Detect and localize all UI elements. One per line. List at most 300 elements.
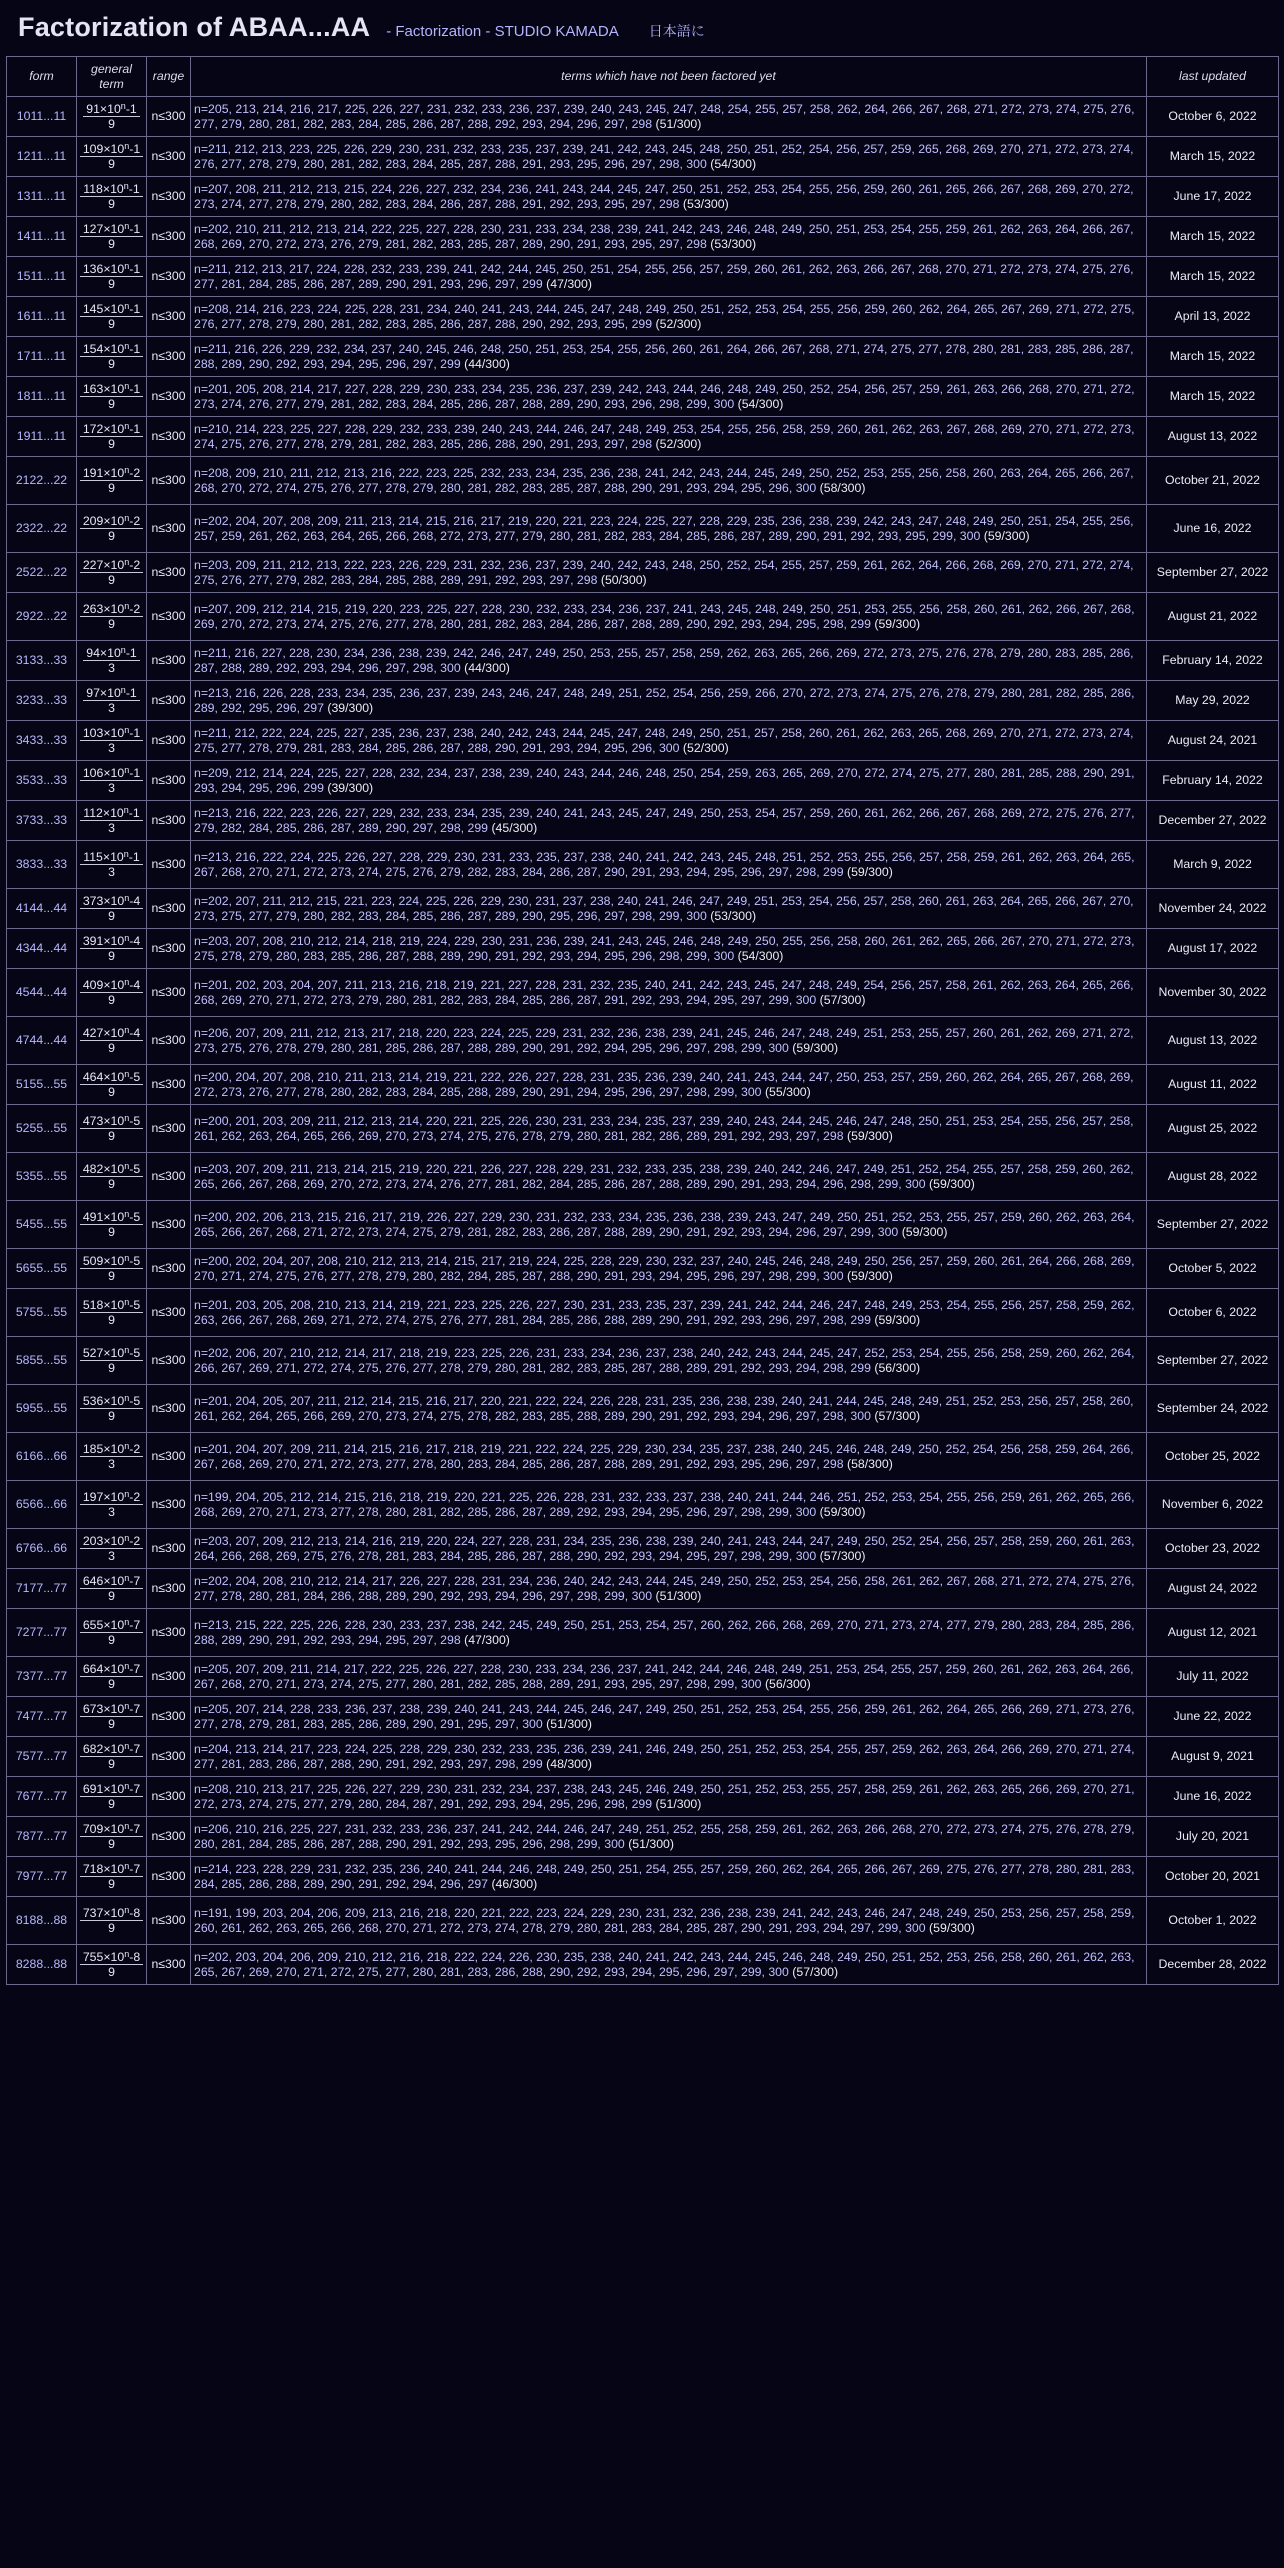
table-row xyxy=(7,505,1279,553)
terms-list[interactable]: n=201, 202, 203, 204, 207, 211, 213, 216, 218, 219, 221, 227, 228, 231, 232, 235, 240, 241, 242, 243, 245, 247, 248, 249, 254, 256, 257, 258, 261, 262, 263, 264, 265, 266, 268, 269, 270, 271, 272, 273, 279, 280, 281, 282, 283, 284, 285, 286, 287, 291, 292, 293, 294, 295, 297, 299, 300 xyxy=(194,977,1134,1007)
fraction xyxy=(80,1822,143,1851)
fraction-numerator xyxy=(80,1346,143,1361)
terms-list[interactable]: n=204, 213, 214, 217, 223, 224, 225, 228, 229, 230, 232, 233, 235, 236, 239, 241, 246, 249, 250, 251, 252, 253, 254, 255, 257, 259, 262, 263, 264, 266, 269, 270, 271, 274, 277, 281, 283, 286, 287, 288, 290, 291, 292, 293, 297, 298, 299 xyxy=(194,1741,1135,1771)
range: n≤300 xyxy=(147,969,191,1017)
terms-list[interactable]: n=213, 216, 222, 224, 225, 226, 227, 228, 229, 230, 231, 233, 235, 237, 238, 240, 241, 242, 243, 245, 248, 251, 252, 253, 255, 256, 257, 258, 259, 261, 262, 263, 264, 265, 267, 268, 270, 271, 272, 273, 274, 275, 276, 279, 282, 283, 284, 286, 287, 290, 291, 293, 294, 295, 296, 297, 298, 299 xyxy=(194,849,1135,879)
numerator-base: 172×10 xyxy=(82,422,125,436)
form-link[interactable]: 6566...66 xyxy=(7,1481,77,1529)
fraction-denominator: 9 xyxy=(108,1361,115,1375)
fraction-denominator: 9 xyxy=(108,237,115,251)
numerator-base: 373×10 xyxy=(82,894,125,908)
last-updated: March 15, 2022 xyxy=(1147,257,1279,297)
numerator-tail: -5 xyxy=(129,1254,141,1268)
numerator-base: 91×10 xyxy=(86,102,121,116)
numerator-base: 115×10 xyxy=(83,850,124,864)
unfactored-terms[interactable] xyxy=(191,337,1147,377)
table-row xyxy=(7,257,1279,297)
table-row xyxy=(7,1201,1279,1249)
unfactored-terms[interactable] xyxy=(191,1697,1147,1737)
general-term xyxy=(77,217,147,257)
unfactored-terms[interactable] xyxy=(191,801,1147,841)
terms-list[interactable]: n=209, 212, 214, 224, 225, 227, 228, 232, 234, 237, 238, 239, 240, 243, 244, 246, 248, 250, 254, 259, 263, 265, 269, 270, 272, 274, 275, 277, 280, 281, 285, 288, 290, 291, 293, 294, 295, 296, 299 xyxy=(194,765,1135,795)
last-updated: October 23, 2022 xyxy=(1147,1529,1279,1569)
unfactored-terms[interactable] xyxy=(191,1897,1147,1945)
unfactored-terms[interactable] xyxy=(191,929,1147,969)
unfactored-terms[interactable] xyxy=(191,177,1147,217)
numerator-tail: -5 xyxy=(129,1070,141,1084)
table-row xyxy=(7,1857,1279,1897)
terms-list[interactable]: n=203, 209, 211, 212, 213, 222, 223, 226, 229, 231, 232, 236, 237, 239, 240, 242, 243, 248, 250, 252, 254, 255, 257, 259, 261, 262, 264, 266, 268, 269, 270, 271, 272, 274, 275, 276, 277, 279, 282, 283, 284, 285, 288, 289, 291, 292, 293, 297, 298 xyxy=(194,557,1134,587)
numerator-tail: -5 xyxy=(129,1210,141,1224)
last-updated: November 30, 2022 xyxy=(1147,969,1279,1017)
numerator-tail: -4 xyxy=(129,934,141,948)
numerator-exponent: n xyxy=(124,1441,130,1451)
fraction-numerator xyxy=(80,382,143,397)
numerator-base: 737×10 xyxy=(82,1906,125,1920)
form-link[interactable]: 4544...44 xyxy=(7,969,77,1017)
terms-count: (44/300) xyxy=(464,660,510,675)
form-link[interactable]: 2922...22 xyxy=(7,593,77,641)
last-updated: November 24, 2022 xyxy=(1147,889,1279,929)
page-header xyxy=(0,0,1284,56)
form-link[interactable]: 1011...11 xyxy=(7,97,77,137)
unfactored-terms[interactable] xyxy=(191,505,1147,553)
terms-list[interactable]: n=213, 216, 226, 228, 233, 234, 235, 236, 237, 239, 243, 246, 247, 248, 249, 251, 252, 254, 256, 259, 266, 270, 272, 273, 274, 275, 276, 278, 279, 280, 281, 282, 285, 286, 289, 292, 295, 296, 297 xyxy=(194,685,1135,715)
numerator-tail: -1 xyxy=(129,382,141,396)
unfactored-terms[interactable] xyxy=(191,97,1147,137)
fraction-denominator: 9 xyxy=(108,197,115,211)
fraction xyxy=(80,726,143,755)
terms-list[interactable]: n=211, 216, 226, 229, 232, 234, 237, 240, 245, 246, 248, 250, 251, 253, 254, 255, 256, 260, 261, 264, 266, 267, 268, 271, 274, 275, 277, 278, 280, 281, 283, 285, 286, 287, 288, 289, 290, 292, 293, 294, 295, 296, 297, 299 xyxy=(194,341,1134,371)
numerator-tail: -7 xyxy=(129,1618,141,1632)
terms-count: (59/300) xyxy=(929,1920,975,1935)
numerator-base: 112×10 xyxy=(83,806,124,820)
last-updated: August 24, 2022 xyxy=(1147,1569,1279,1609)
unfactored-terms[interactable] xyxy=(191,681,1147,721)
range: n≤300 xyxy=(147,337,191,377)
form-link[interactable]: 1511...11 xyxy=(7,257,77,297)
numerator-tail: -2 xyxy=(129,466,141,480)
form-link[interactable]: 2122...22 xyxy=(7,457,77,505)
unfactored-terms[interactable] xyxy=(191,1657,1147,1697)
terms-list[interactable]: n=208, 210, 213, 217, 225, 226, 227, 229, 230, 231, 232, 234, 237, 238, 243, 245, 246, 249, 250, 251, 252, 253, 255, 257, 258, 259, 261, 262, 263, 265, 266, 269, 270, 271, 272, 273, 274, 275, 277, 279, 280, 284, 287, 291, 292, 293, 294, 295, 296, 298, 299 xyxy=(194,1781,1135,1811)
terms-list[interactable]: n=203, 207, 208, 210, 212, 214, 218, 219, 224, 229, 230, 231, 236, 239, 241, 243, 245, 246, 248, 249, 250, 255, 256, 258, 260, 261, 262, 265, 266, 267, 270, 271, 272, 273, 275, 278, 279, 280, 283, 285, 286, 287, 288, 289, 290, 291, 292, 293, 294, 295, 296, 298, 299, 300 xyxy=(194,933,1135,963)
numerator-exponent: n xyxy=(124,765,130,775)
numerator-exponent: n xyxy=(124,1573,130,1583)
general-term xyxy=(77,593,147,641)
fraction-numerator xyxy=(80,850,142,865)
terms-list[interactable]: n=211, 212, 213, 223, 225, 226, 229, 230, 231, 232, 233, 235, 237, 239, 241, 242, 243, 245, 248, 250, 251, 252, 254, 256, 257, 259, 265, 268, 269, 270, 271, 272, 273, 274, 276, 277, 278, 279, 280, 281, 282, 283, 284, 285, 287, 288, 291, 293, 295, 296, 297, 298, 300 xyxy=(194,141,1134,171)
terms-list[interactable]: n=199, 204, 205, 212, 214, 215, 216, 218, 219, 220, 221, 225, 226, 228, 231, 232, 233, 237, 238, 240, 241, 244, 246, 251, 252, 253, 254, 255, 256, 259, 261, 262, 265, 266, 268, 269, 270, 271, 273, 277, 278, 280, 281, 282, 285, 286, 287, 289, 292, 293, 294, 295, 296, 297, 298, 299, 300 xyxy=(194,1489,1135,1519)
general-term xyxy=(77,1697,147,1737)
fraction-denominator: 9 xyxy=(108,317,115,331)
form-link[interactable]: 8188...88 xyxy=(7,1897,77,1945)
fraction-denominator: 9 xyxy=(108,1877,115,1891)
fraction-denominator: 3 xyxy=(108,701,115,715)
form-link[interactable]: 3833...33 xyxy=(7,841,77,889)
terms-list[interactable]: n=214, 223, 228, 229, 231, 232, 235, 236, 240, 241, 244, 246, 248, 249, 250, 251, 254, 255, 257, 259, 260, 262, 264, 265, 266, 267, 269, 275, 276, 277, 278, 280, 281, 283, 284, 285, 286, 288, 289, 290, 291, 292, 294, 296, 297 xyxy=(194,1861,1135,1891)
numerator-exponent: n xyxy=(124,221,130,231)
last-updated: March 9, 2022 xyxy=(1147,841,1279,889)
terms-list[interactable]: n=213, 215, 222, 225, 226, 228, 230, 233, 237, 238, 242, 245, 249, 250, 251, 253, 254, 257, 260, 262, 266, 268, 269, 270, 271, 273, 274, 277, 279, 280, 283, 284, 285, 286, 288, 289, 290, 291, 292, 293, 294, 295, 297, 298 xyxy=(194,1617,1135,1647)
terms-count: (57/300) xyxy=(819,992,866,1007)
fraction-numerator xyxy=(80,1662,143,1677)
unfactored-terms[interactable] xyxy=(191,1105,1147,1153)
terms-list[interactable]: n=206, 207, 209, 211, 212, 213, 217, 218, 220, 223, 224, 225, 229, 231, 232, 236, 238, 239, 241, 245, 246, 247, 248, 249, 251, 253, 255, 257, 260, 261, 262, 269, 271, 272, 273, 275, 276, 278, 279, 280, 281, 285, 286, 287, 288, 289, 290, 291, 292, 294, 295, 296, 297, 298, 299, 300 xyxy=(194,1025,1134,1055)
fraction xyxy=(80,382,143,411)
form-link[interactable]: 5955...55 xyxy=(7,1385,77,1433)
numerator-base: 103×10 xyxy=(82,726,125,740)
terms-list[interactable]: n=202, 204, 207, 208, 209, 211, 213, 214, 215, 216, 217, 219, 220, 221, 223, 224, 225, 227, 228, 229, 235, 236, 238, 239, 242, 243, 247, 248, 249, 250, 251, 254, 255, 256, 257, 259, 261, 262, 263, 264, 265, 266, 268, 272, 273, 277, 279, 280, 281, 282, 283, 284, 285, 286, 287, 289, 290, 291, 292, 293, 295, 299, 300 xyxy=(194,513,1134,543)
terms-list[interactable]: n=205, 213, 214, 216, 217, 225, 226, 227, 231, 232, 233, 236, 237, 239, 240, 243, 245, 247, 248, 254, 255, 257, 258, 262, 264, 266, 267, 268, 271, 272, 273, 274, 275, 276, 277, 279, 280, 281, 282, 283, 284, 285, 286, 287, 288, 292, 293, 294, 296, 297, 298 xyxy=(194,101,1135,131)
fraction xyxy=(80,302,143,331)
range: n≤300 xyxy=(147,841,191,889)
unfactored-terms[interactable] xyxy=(191,1201,1147,1249)
fraction-denominator: 9 xyxy=(108,1129,115,1143)
form-link[interactable]: 1311...11 xyxy=(7,177,77,217)
fraction xyxy=(80,1618,143,1647)
fraction-denominator: 9 xyxy=(108,397,115,411)
last-updated: March 15, 2022 xyxy=(1147,137,1279,177)
range: n≤300 xyxy=(147,929,191,969)
terms-list[interactable]: n=208, 209, 210, 211, 212, 213, 216, 222, 223, 225, 232, 233, 234, 235, 236, 238, 241, 242, 243, 244, 245, 249, 250, 252, 253, 255, 256, 258, 260, 263, 264, 265, 266, 267, 268, 270, 272, 274, 275, 276, 277, 278, 279, 280, 281, 282, 283, 285, 287, 288, 290, 291, 293, 294, 295, 296, 300 xyxy=(194,465,1134,495)
fraction-numerator xyxy=(80,602,143,617)
terms-list[interactable]: n=200, 204, 207, 208, 210, 211, 213, 214, 219, 221, 222, 226, 227, 228, 231, 235, 236, 239, 240, 241, 243, 244, 247, 250, 253, 257, 259, 260, 262, 264, 265, 267, 268, 269, 272, 273, 276, 277, 278, 280, 282, 283, 284, 285, 288, 289, 290, 291, 294, 295, 296, 297, 298, 299, 300 xyxy=(194,1069,1134,1099)
terms-list[interactable]: n=201, 203, 205, 208, 210, 213, 214, 219, 221, 223, 225, 226, 227, 230, 231, 233, 235, 237, 239, 241, 242, 244, 246, 247, 248, 249, 253, 254, 255, 256, 257, 258, 259, 262, 263, 266, 267, 268, 269, 271, 272, 274, 275, 276, 277, 281, 284, 285, 286, 288, 289, 290, 291, 292, 293, 296, 297, 298, 299 xyxy=(194,1297,1135,1327)
terms-list[interactable]: n=200, 201, 203, 209, 211, 212, 213, 214, 220, 221, 225, 226, 230, 231, 233, 234, 235, 237, 239, 240, 243, 244, 245, 246, 247, 248, 250, 251, 253, 254, 255, 256, 257, 258, 261, 262, 263, 264, 265, 266, 269, 270, 273, 274, 275, 276, 278, 279, 280, 281, 282, 286, 289, 291, 292, 293, 297, 298 xyxy=(194,1113,1134,1143)
terms-list[interactable]: n=201, 204, 207, 209, 211, 214, 215, 216, 217, 218, 219, 221, 222, 224, 225, 229, 230, 234, 235, 237, 238, 240, 245, 246, 248, 249, 250, 252, 254, 256, 258, 259, 264, 266, 267, 268, 269, 270, 271, 272, 273, 277, 278, 280, 283, 284, 285, 286, 287, 288, 289, 291, 292, 293, 295, 296, 297, 298 xyxy=(194,1441,1134,1471)
terms-count: (59/300) xyxy=(874,616,921,631)
fraction-denominator: 9 xyxy=(108,157,115,171)
numerator-base: 197×10 xyxy=(82,1490,125,1504)
numerator-tail: -1 xyxy=(128,182,140,196)
fraction-numerator xyxy=(80,1442,143,1457)
form-link[interactable]: 7977...77 xyxy=(7,1857,77,1897)
fraction-denominator: 9 xyxy=(108,1269,115,1283)
form-link[interactable]: 5855...55 xyxy=(7,1337,77,1385)
form-link[interactable]: 3733...33 xyxy=(7,801,77,841)
terms-list[interactable]: n=202, 206, 207, 210, 212, 214, 217, 218, 219, 223, 225, 226, 231, 233, 234, 236, 237, 238, 240, 242, 243, 244, 245, 247, 252, 253, 254, 255, 256, 258, 259, 260, 262, 264, 266, 267, 269, 271, 272, 274, 275, 276, 277, 278, 279, 280, 281, 282, 283, 285, 287, 288, 289, 291, 292, 293, 294, 298, 299 xyxy=(194,1345,1135,1375)
numerator-exponent: n xyxy=(120,101,126,111)
unfactored-terms[interactable] xyxy=(191,1737,1147,1777)
fraction-numerator xyxy=(80,1950,143,1965)
unfactored-terms[interactable] xyxy=(191,1569,1147,1609)
fraction-denominator: 9 xyxy=(108,617,115,631)
fraction xyxy=(80,766,143,795)
form-link[interactable]: 7477...77 xyxy=(7,1697,77,1737)
general-term xyxy=(77,553,147,593)
form-link[interactable]: 1411...11 xyxy=(7,217,77,257)
unfactored-terms[interactable] xyxy=(191,417,1147,457)
fraction-numerator xyxy=(83,686,140,701)
general-term xyxy=(77,1017,147,1065)
unfactored-terms[interactable] xyxy=(191,641,1147,681)
form-link[interactable]: 5155...55 xyxy=(7,1065,77,1105)
last-updated: October 21, 2022 xyxy=(1147,457,1279,505)
general-term xyxy=(77,1289,147,1337)
form-link[interactable]: 1711...11 xyxy=(7,337,77,377)
numerator-tail: -8 xyxy=(129,1950,141,1964)
last-updated: August 21, 2022 xyxy=(1147,593,1279,641)
unfactored-terms[interactable] xyxy=(191,377,1147,417)
form-link[interactable]: 3433...33 xyxy=(7,721,77,761)
table-row xyxy=(7,553,1279,593)
range: n≤300 xyxy=(147,257,191,297)
range: n≤300 xyxy=(147,889,191,929)
unfactored-terms[interactable] xyxy=(191,593,1147,641)
unfactored-terms[interactable] xyxy=(191,1945,1147,1985)
range: n≤300 xyxy=(147,1289,191,1337)
numerator-base: 203×10 xyxy=(82,1534,125,1548)
range: n≤300 xyxy=(147,1857,191,1897)
numerator-exponent: n xyxy=(124,1345,130,1355)
numerator-base: 536×10 xyxy=(82,1394,125,1408)
terms-list[interactable]: n=191, 199, 203, 204, 206, 209, 213, 216, 218, 220, 221, 222, 223, 224, 229, 230, 231, 232, 236, 238, 239, 241, 242, 243, 246, 247, 248, 249, 250, 253, 256, 257, 258, 259, 260, 261, 262, 263, 265, 266, 268, 270, 271, 272, 273, 274, 278, 279, 280, 281, 283, 284, 285, 287, 290, 291, 293, 294, 297, 299, 300 xyxy=(194,1905,1135,1935)
numerator-base: 185×10 xyxy=(82,1442,125,1456)
terms-list[interactable]: n=207, 208, 211, 212, 213, 215, 224, 226, 227, 232, 234, 236, 241, 243, 244, 245, 247, 250, 251, 252, 253, 254, 255, 256, 259, 260, 261, 265, 266, 267, 268, 269, 270, 272, 273, 274, 277, 278, 279, 280, 282, 283, 284, 286, 287, 288, 291, 292, 293, 295, 297, 298 xyxy=(194,181,1134,211)
numerator-tail: -5 xyxy=(129,1346,141,1360)
numerator-base: 94×10 xyxy=(86,646,121,660)
unfactored-terms[interactable] xyxy=(191,1385,1147,1433)
terms-count: (51/300) xyxy=(628,1836,674,1851)
unfactored-terms[interactable] xyxy=(191,257,1147,297)
last-updated: November 6, 2022 xyxy=(1147,1481,1279,1529)
last-updated: August 11, 2022 xyxy=(1147,1065,1279,1105)
general-term xyxy=(77,1657,147,1697)
numerator-tail: -5 xyxy=(129,1298,141,1312)
form-link[interactable]: 2322...22 xyxy=(7,505,77,553)
terms-list[interactable]: n=208, 214, 216, 223, 224, 225, 228, 231, 234, 240, 241, 243, 244, 245, 247, 248, 249, 250, 251, 252, 253, 254, 255, 256, 259, 260, 262, 264, 265, 267, 269, 271, 272, 275, 276, 277, 278, 279, 280, 281, 282, 283, 285, 286, 287, 288, 290, 292, 293, 295, 299 xyxy=(194,301,1135,331)
form-link[interactable]: 7677...77 xyxy=(7,1777,77,1817)
fraction-denominator: 9 xyxy=(108,909,115,923)
general-term xyxy=(77,337,147,377)
terms-list[interactable]: n=200, 202, 204, 207, 208, 210, 212, 213, 214, 215, 217, 219, 224, 225, 228, 229, 230, 232, 237, 240, 245, 246, 248, 249, 250, 256, 257, 259, 260, 261, 264, 266, 268, 269, 270, 271, 274, 275, 276, 277, 278, 279, 280, 282, 284, 285, 287, 288, 290, 291, 293, 294, 295, 296, 297, 298, 299, 300 xyxy=(194,1253,1135,1283)
numerator-exponent: n xyxy=(124,1661,130,1671)
terms-list[interactable]: n=201, 205, 208, 214, 217, 227, 228, 229, 230, 233, 234, 235, 236, 237, 239, 242, 243, 244, 246, 248, 249, 250, 252, 254, 256, 257, 259, 261, 263, 266, 268, 270, 271, 272, 273, 274, 276, 277, 279, 281, 282, 283, 284, 285, 286, 287, 288, 289, 290, 293, 296, 298, 299, 300 xyxy=(194,381,1135,411)
unfactored-terms[interactable] xyxy=(191,1249,1147,1289)
form-link[interactable]: 4744...44 xyxy=(7,1017,77,1065)
terms-list[interactable]: n=201, 204, 205, 207, 211, 212, 214, 215, 216, 217, 220, 221, 222, 224, 226, 228, 231, 235, 236, 238, 239, 240, 241, 244, 245, 248, 249, 251, 252, 253, 256, 257, 258, 260, 261, 262, 264, 265, 266, 269, 270, 273, 274, 275, 278, 282, 283, 285, 288, 289, 290, 291, 292, 293, 294, 296, 297, 298, 300 xyxy=(194,1393,1134,1423)
numerator-base: 682×10 xyxy=(82,1742,125,1756)
fraction-denominator: 9 xyxy=(108,1085,115,1099)
terms-list[interactable]: n=200, 202, 206, 213, 215, 216, 217, 219, 226, 227, 229, 230, 231, 232, 233, 234, 235, 236, 238, 239, 243, 247, 249, 250, 251, 252, 253, 255, 257, 259, 260, 262, 263, 264, 265, 266, 267, 268, 271, 272, 273, 274, 275, 279, 281, 282, 283, 286, 287, 288, 289, 290, 291, 292, 293, 294, 296, 297, 299, 300 xyxy=(194,1209,1135,1239)
fraction-denominator: 9 xyxy=(108,1837,115,1851)
form-link[interactable]: 7177...77 xyxy=(7,1569,77,1609)
form-link[interactable]: 1811...11 xyxy=(7,377,77,417)
form-link[interactable]: 4144...44 xyxy=(7,889,77,929)
unfactored-terms[interactable] xyxy=(191,217,1147,257)
terms-list[interactable]: n=205, 207, 209, 211, 214, 217, 222, 225, 226, 227, 228, 230, 233, 234, 236, 237, 241, 242, 244, 246, 248, 249, 251, 253, 254, 255, 257, 259, 260, 261, 262, 263, 264, 266, 267, 268, 270, 271, 273, 274, 275, 277, 280, 281, 282, 285, 288, 289, 291, 293, 295, 297, 298, 299, 300 xyxy=(194,1661,1134,1691)
table-body xyxy=(7,97,1279,1985)
last-updated: August 25, 2022 xyxy=(1147,1105,1279,1153)
form-link[interactable]: 4344...44 xyxy=(7,929,77,969)
form-link[interactable]: 5255...55 xyxy=(7,1105,77,1153)
fraction-denominator: 3 xyxy=(108,781,115,795)
numerator-base: 673×10 xyxy=(82,1702,125,1716)
form-link[interactable]: 7877...77 xyxy=(7,1817,77,1857)
terms-list[interactable]: n=206, 210, 216, 225, 227, 231, 232, 233, 236, 237, 241, 242, 244, 246, 247, 249, 251, 252, 255, 258, 259, 261, 262, 263, 266, 268, 270, 272, 273, 274, 275, 276, 278, 279, 280, 281, 284, 285, 286, 287, 288, 290, 291, 292, 293, 295, 296, 298, 299, 300 xyxy=(194,1821,1135,1851)
fraction-numerator xyxy=(83,102,140,117)
terms-list[interactable]: n=202, 203, 204, 206, 209, 210, 212, 216, 218, 222, 224, 226, 230, 235, 238, 240, 241, 242, 243, 244, 245, 246, 248, 249, 250, 251, 252, 253, 256, 258, 260, 261, 262, 263, 265, 267, 269, 270, 271, 272, 275, 277, 280, 281, 283, 286, 288, 290, 292, 293, 294, 295, 296, 297, 299, 300 xyxy=(194,1949,1135,1979)
form-link[interactable]: 3133...33 xyxy=(7,641,77,681)
range: n≤300 xyxy=(147,297,191,337)
unfactored-terms[interactable] xyxy=(191,457,1147,505)
terms-count: (53/300) xyxy=(682,196,729,211)
numerator-tail: -1 xyxy=(129,726,141,740)
form-link[interactable]: 7377...77 xyxy=(7,1657,77,1697)
last-updated: March 15, 2022 xyxy=(1147,217,1279,257)
form-link[interactable]: 5655...55 xyxy=(7,1249,77,1289)
table-row xyxy=(7,721,1279,761)
last-updated: May 29, 2022 xyxy=(1147,681,1279,721)
unfactored-terms[interactable] xyxy=(191,1065,1147,1105)
numerator-tail: -1 xyxy=(129,302,141,316)
range: n≤300 xyxy=(147,1481,191,1529)
unfactored-terms[interactable] xyxy=(191,721,1147,761)
form-link[interactable]: 3533...33 xyxy=(7,761,77,801)
numerator-tail: -1 xyxy=(125,102,137,116)
terms-list[interactable]: n=210, 214, 223, 225, 227, 228, 229, 232, 233, 239, 240, 243, 244, 246, 247, 248, 249, 253, 254, 255, 256, 258, 259, 260, 261, 262, 263, 267, 268, 269, 270, 271, 272, 273, 274, 275, 276, 277, 278, 279, 281, 282, 283, 285, 286, 288, 290, 291, 293, 297, 298 xyxy=(194,421,1135,451)
fraction-numerator xyxy=(80,1210,143,1225)
fraction-denominator: 9 xyxy=(108,437,115,451)
general-term xyxy=(77,1153,147,1201)
fraction xyxy=(80,1490,143,1519)
terms-list[interactable]: n=202, 207, 211, 212, 215, 221, 223, 224, 225, 226, 229, 230, 231, 237, 238, 240, 241, 246, 247, 249, 251, 253, 254, 256, 257, 258, 260, 261, 263, 264, 265, 266, 267, 270, 273, 275, 277, 279, 280, 282, 283, 284, 285, 286, 287, 289, 290, 295, 296, 297, 298, 299, 300 xyxy=(194,893,1134,923)
numerator-tail: -1 xyxy=(129,422,141,436)
numerator-exponent: n xyxy=(124,725,130,735)
unfactored-terms[interactable] xyxy=(191,137,1147,177)
table-row xyxy=(7,1777,1279,1817)
form-link[interactable]: 3233...33 xyxy=(7,681,77,721)
table-row xyxy=(7,1105,1279,1153)
unfactored-terms[interactable] xyxy=(191,1433,1147,1481)
header-terms: terms which have not been factored yet xyxy=(191,57,1147,97)
range: n≤300 xyxy=(147,593,191,641)
terms-count: (59/300) xyxy=(792,1040,839,1055)
last-updated: October 1, 2022 xyxy=(1147,1897,1279,1945)
unfactored-terms[interactable] xyxy=(191,1481,1147,1529)
terms-list[interactable]: n=211, 212, 222, 224, 225, 227, 235, 236, 237, 238, 240, 242, 243, 244, 245, 247, 248, 249, 250, 251, 257, 258, 260, 261, 262, 263, 265, 268, 269, 270, 271, 272, 273, 274, 275, 277, 278, 279, 281, 283, 284, 285, 286, 287, 288, 290, 291, 293, 294, 295, 296, 300 xyxy=(194,725,1134,755)
terms-list[interactable]: n=211, 212, 213, 217, 224, 228, 232, 233, 239, 241, 242, 244, 245, 250, 251, 254, 255, 256, 257, 259, 260, 261, 262, 263, 266, 267, 268, 270, 271, 272, 273, 274, 275, 276, 277, 281, 284, 285, 286, 287, 289, 290, 291, 293, 296, 297, 299 xyxy=(194,261,1134,291)
form-link[interactable]: 5755...55 xyxy=(7,1289,77,1337)
numerator-exponent: n xyxy=(124,1025,130,1035)
unfactored-terms[interactable] xyxy=(191,889,1147,929)
unfactored-terms[interactable] xyxy=(191,1529,1147,1569)
unfactored-terms[interactable] xyxy=(191,1777,1147,1817)
range: n≤300 xyxy=(147,1897,191,1945)
terms-list[interactable]: n=203, 207, 209, 211, 213, 214, 215, 219, 220, 221, 226, 227, 228, 229, 231, 232, 233, 235, 238, 239, 240, 242, 246, 247, 249, 251, 252, 254, 255, 257, 258, 259, 260, 262, 265, 266, 267, 268, 269, 270, 272, 273, 274, 276, 277, 281, 282, 284, 285, 286, 287, 288, 289, 290, 291, 293, 294, 296, 298, 299, 300 xyxy=(194,1161,1134,1191)
form-link[interactable]: 6166...66 xyxy=(7,1433,77,1481)
table-row xyxy=(7,457,1279,505)
last-updated: March 15, 2022 xyxy=(1147,377,1279,417)
page-subtitle-link[interactable]: - Factorization - STUDIO KAMADA xyxy=(386,23,619,40)
unfactored-terms[interactable] xyxy=(191,969,1147,1017)
form-link[interactable]: 7277...77 xyxy=(7,1609,77,1657)
table-row xyxy=(7,1065,1279,1105)
unfactored-terms[interactable] xyxy=(191,1857,1147,1897)
table-row xyxy=(7,969,1279,1017)
range: n≤300 xyxy=(147,553,191,593)
last-updated: August 13, 2022 xyxy=(1147,417,1279,457)
numerator-base: 427×10 xyxy=(82,1026,125,1040)
unfactored-terms[interactable] xyxy=(191,553,1147,593)
general-term xyxy=(77,417,147,457)
general-term xyxy=(77,721,147,761)
table-row xyxy=(7,889,1279,929)
terms-list[interactable]: n=213, 216, 222, 223, 226, 227, 229, 232, 233, 234, 235, 239, 240, 241, 243, 245, 247, 249, 250, 253, 254, 257, 259, 260, 261, 262, 266, 267, 268, 269, 272, 275, 276, 277, 279, 282, 284, 285, 286, 287, 289, 290, 297, 298, 299 xyxy=(194,805,1135,835)
range: n≤300 xyxy=(147,1337,191,1385)
unfactored-terms[interactable] xyxy=(191,761,1147,801)
fraction-numerator xyxy=(80,466,143,481)
header-range: range xyxy=(147,57,191,97)
unfactored-terms[interactable] xyxy=(191,1337,1147,1385)
terms-list[interactable]: n=207, 209, 212, 214, 215, 219, 220, 223, 225, 227, 228, 230, 232, 233, 234, 236, 237, 241, 243, 245, 248, 249, 250, 251, 253, 255, 256, 258, 260, 261, 262, 266, 267, 268, 269, 270, 272, 273, 274, 275, 276, 277, 278, 280, 281, 282, 283, 284, 286, 287, 288, 289, 290, 292, 293, 294, 295, 298, 299 xyxy=(194,601,1135,631)
fraction-numerator xyxy=(80,766,143,781)
fraction-numerator xyxy=(80,514,143,529)
unfactored-terms[interactable] xyxy=(191,1289,1147,1337)
fraction-denominator: 9 xyxy=(108,357,115,371)
terms-list[interactable]: n=211, 216, 227, 228, 230, 234, 236, 238, 239, 242, 246, 247, 249, 250, 253, 255, 257, 258, 259, 262, 263, 265, 266, 269, 272, 273, 275, 276, 278, 279, 280, 283, 285, 286, 287, 288, 289, 292, 293, 294, 296, 297, 298, 300 xyxy=(194,645,1134,675)
japanese-language-link[interactable]: 日本語に xyxy=(648,23,705,39)
form-link[interactable]: 1211...11 xyxy=(7,137,77,177)
form-link[interactable]: 8288...88 xyxy=(7,1945,77,1985)
fraction-denominator: 3 xyxy=(108,661,115,675)
range: n≤300 xyxy=(147,1385,191,1433)
unfactored-terms[interactable] xyxy=(191,1017,1147,1065)
general-term xyxy=(77,1249,147,1289)
table-row xyxy=(7,1529,1279,1569)
fraction xyxy=(80,1026,143,1055)
table-row xyxy=(7,801,1279,841)
unfactored-terms[interactable] xyxy=(191,1817,1147,1857)
general-term xyxy=(77,889,147,929)
terms-count: (50/300) xyxy=(600,572,647,587)
terms-list[interactable]: n=202, 204, 208, 210, 212, 214, 217, 226, 227, 228, 231, 234, 236, 240, 242, 243, 244, 245, 249, 250, 252, 253, 254, 256, 258, 261, 262, 267, 268, 271, 272, 274, 275, 276, 277, 278, 280, 281, 284, 286, 288, 289, 290, 292, 293, 294, 296, 297, 298, 299, 300 xyxy=(194,1573,1135,1603)
last-updated: February 14, 2022 xyxy=(1147,641,1279,681)
form-link[interactable]: 5455...55 xyxy=(7,1201,77,1249)
unfactored-terms[interactable] xyxy=(191,297,1147,337)
terms-count: (44/300) xyxy=(464,356,510,371)
unfactored-terms[interactable] xyxy=(191,1609,1147,1657)
numerator-exponent: n xyxy=(124,1905,130,1915)
numerator-tail: -7 xyxy=(129,1574,141,1588)
terms-list[interactable]: n=202, 210, 211, 212, 213, 214, 222, 225, 227, 228, 230, 231, 233, 234, 238, 239, 241, 242, 243, 246, 248, 249, 250, 251, 253, 254, 255, 259, 261, 262, 263, 264, 266, 267, 268, 269, 270, 272, 273, 276, 279, 281, 282, 283, 285, 287, 289, 290, 291, 293, 295, 297, 298 xyxy=(194,221,1134,251)
table-row xyxy=(7,681,1279,721)
terms-count: (39/300) xyxy=(327,700,374,715)
form-link[interactable]: 1911...11 xyxy=(7,417,77,457)
numerator-tail: -1 xyxy=(129,766,141,780)
fraction xyxy=(80,894,143,923)
form-link[interactable]: 6766...66 xyxy=(7,1529,77,1569)
terms-list[interactable]: n=205, 207, 214, 228, 233, 236, 237, 238, 239, 240, 241, 243, 244, 245, 246, 247, 249, 250, 251, 252, 253, 254, 255, 256, 259, 261, 262, 264, 265, 266, 269, 271, 273, 276, 277, 278, 279, 281, 283, 285, 286, 289, 290, 291, 295, 297, 300 xyxy=(194,1701,1135,1731)
fraction xyxy=(80,1702,143,1731)
terms-count: (58/300) xyxy=(846,1456,893,1471)
unfactored-terms[interactable] xyxy=(191,1153,1147,1201)
general-term xyxy=(77,1065,147,1105)
form-link[interactable]: 1611...11 xyxy=(7,297,77,337)
numerator-tail: -4 xyxy=(129,1026,141,1040)
numerator-base: 191×10 xyxy=(82,466,125,480)
terms-list[interactable]: n=203, 207, 209, 212, 213, 214, 216, 219, 220, 224, 227, 228, 231, 234, 235, 236, 238, 239, 240, 241, 243, 244, 247, 249, 250, 252, 254, 256, 257, 258, 259, 260, 261, 263, 264, 266, 268, 269, 275, 276, 278, 281, 283, 284, 285, 286, 287, 288, 290, 292, 293, 294, 295, 297, 298, 299, 300 xyxy=(194,1533,1135,1563)
form-link[interactable]: 2522...22 xyxy=(7,553,77,593)
table-row xyxy=(7,1609,1279,1657)
form-link[interactable]: 7577...77 xyxy=(7,1737,77,1777)
fraction-denominator: 9 xyxy=(108,1177,115,1191)
numerator-exponent: n xyxy=(124,1617,130,1627)
unfactored-terms[interactable] xyxy=(191,841,1147,889)
form-link[interactable]: 5355...55 xyxy=(7,1153,77,1201)
numerator-tail: -1 xyxy=(129,342,141,356)
